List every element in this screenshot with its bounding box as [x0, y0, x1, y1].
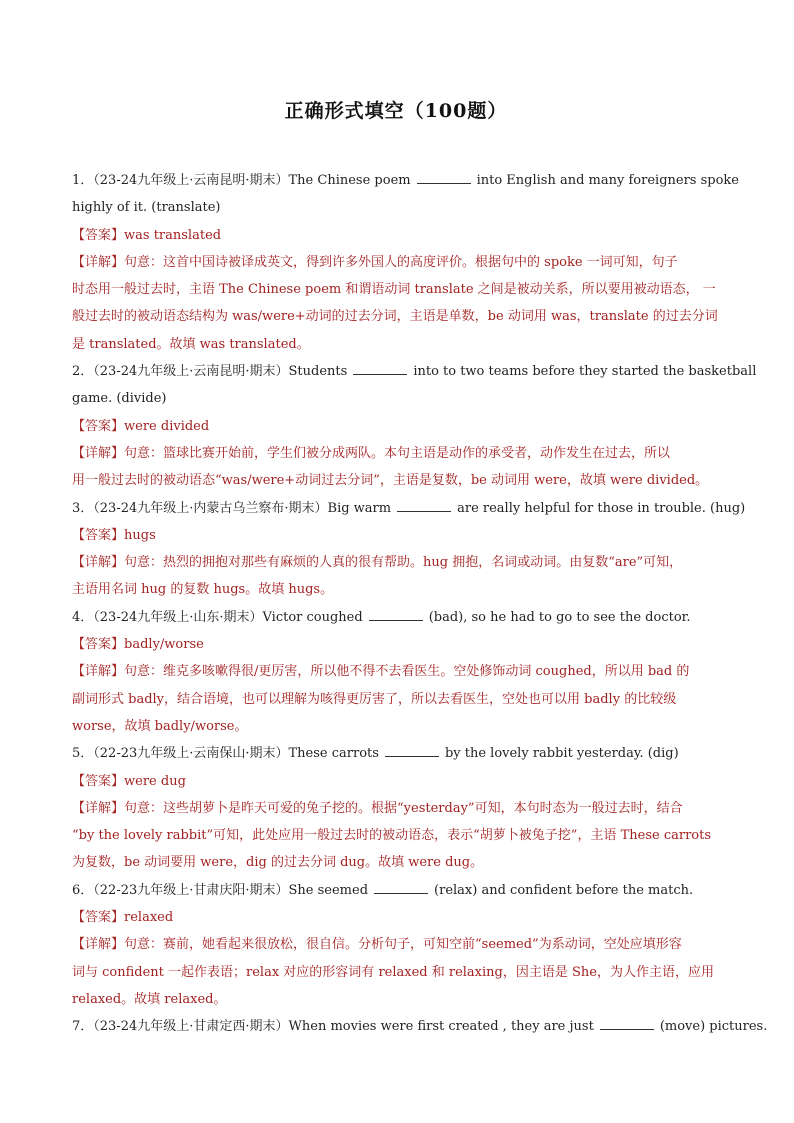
- answer-3: 【答案】hugs: [72, 527, 156, 543]
- question-6: 6．（22-23九年级上·甘肃庆阳·期末）She seemed (relax) and confident before the match.: [72, 882, 694, 898]
- detail-1: 【详解】句意：这首中国诗被译成英文，得到许多外国人的高度评价。根据句中的 spoke 一词可知，句子: [72, 254, 678, 270]
- detail-1-line: 般过去时的被动语态结构为 was/were+动词的过去分词，主语是单数，be 动词用 was，translate 的过去分词: [72, 309, 718, 325]
- answer-6: 【答案】relaxed: [72, 910, 174, 926]
- question-5: 5．（22-23九年级上·云南保山·期末）These carrots by the lovely rabbit yesterday. (dig): [72, 746, 679, 762]
- detail-4-line: 副词形式 badly，结合语境，也可以理解为咳得更厉害了，所以去看医生，空处也可以用 badly 的比较级: [72, 691, 677, 707]
- detail-3: 【详解】句意：热烈的拥抱对那些有麻烦的人真的很有帮助。hug 拥抱，名词或动词。由复数“are”可知，: [72, 555, 683, 571]
- page-title: 正确形式填空（100题）: [284, 100, 508, 122]
- question-2: 2．（23-24九年级上·云南昆明·期末）Students into to two teams before they started the basketball: [72, 364, 757, 380]
- answer-blank: [397, 499, 451, 512]
- question-3: 3．（23-24九年级上·内蒙古乌兰察布·期末）Big warm are really helpful for those in trouble. (hug): [72, 500, 746, 516]
- detail-2: 【详解】句意：篮球比赛开始前，学生们被分成两队。本句主语是动作的承受者，动作发生在过去，所以: [72, 445, 671, 461]
- answer-blank: [600, 1017, 654, 1030]
- question-1: 1．（23-24九年级上·云南昆明·期末）The Chinese poem into English and many foreigners spoke: [72, 173, 739, 188]
- answer-blank: [353, 362, 407, 375]
- detail-4: 【详解】句意：维克多咳嗽得很/更厉害，所以他不得不去看医生。空处修饰动词 coughed，所以用 bad 的: [72, 664, 690, 680]
- answer-5: 【答案】were dug: [72, 773, 186, 789]
- answer-blank: [417, 171, 471, 184]
- answer-blank: [374, 881, 428, 894]
- question-7: 7．（23-24九年级上·甘肃定西·期末）When movies were first created , they are just (move) pictures.: [72, 1019, 768, 1035]
- answer-blank: [369, 608, 423, 621]
- detail-4-line: worse，故填 badly/worse。: [72, 718, 248, 734]
- detail-1-line: 是 translated。故填 was translated。: [72, 336, 310, 352]
- detail-5: 【详解】句意：这些胡萝卜是昨天可爱的兔子挖的。根据“yesterday”可知，本句时态为一般过去时，结合: [72, 800, 683, 816]
- question-2-cont: game. (divide): [72, 391, 167, 407]
- answer-1: 【答案】was translated: [72, 227, 222, 243]
- answer-2: 【答案】were divided: [72, 418, 210, 434]
- answer-4: 【答案】badly/worse: [72, 637, 204, 653]
- detail-6-line: 词与 confident 一起作表语；relax 对应的形容词有 relaxed 和 relaxing，因主语是 She，为人作主语，应用: [72, 964, 714, 980]
- detail-5-line: 为复数，be 动词要用 were，dig 的过去分词 dug。故填 were dug。: [72, 855, 484, 871]
- detail-6: 【详解】句意：赛前，她看起来很放松，很自信。分析句子，可知空前“seemed”为系动词，空处应填形容: [72, 937, 682, 953]
- answer-blank: [385, 744, 439, 757]
- detail-1-line: 时态用一般过去时，主语 The Chinese poem 和谓语动词 translate 之间是被动关系，所以要用被动语态， 一: [72, 282, 716, 298]
- detail-6-line: relaxed。故填 relaxed。: [72, 991, 227, 1007]
- question-4: 4．（23-24九年级上·山东·期末）Victor coughed (bad), so he had to go to see the doctor.: [72, 609, 691, 625]
- question-1-cont: highly of it. (translate): [72, 200, 221, 216]
- detail-3-line: 主语用名词 hug 的复数 hugs。故填 hugs。: [72, 582, 334, 598]
- detail-2-line: 用一般过去时的被动语态“was/were+动词过去分词”，主语是复数，be 动词用 were，故填 were divided。: [72, 473, 709, 489]
- detail-5-line: “by the lovely rabbit”可知，此处应用一般过去时的被动语态，表示“胡萝卜被兔子挖”，主语 These carrots: [72, 828, 711, 844]
